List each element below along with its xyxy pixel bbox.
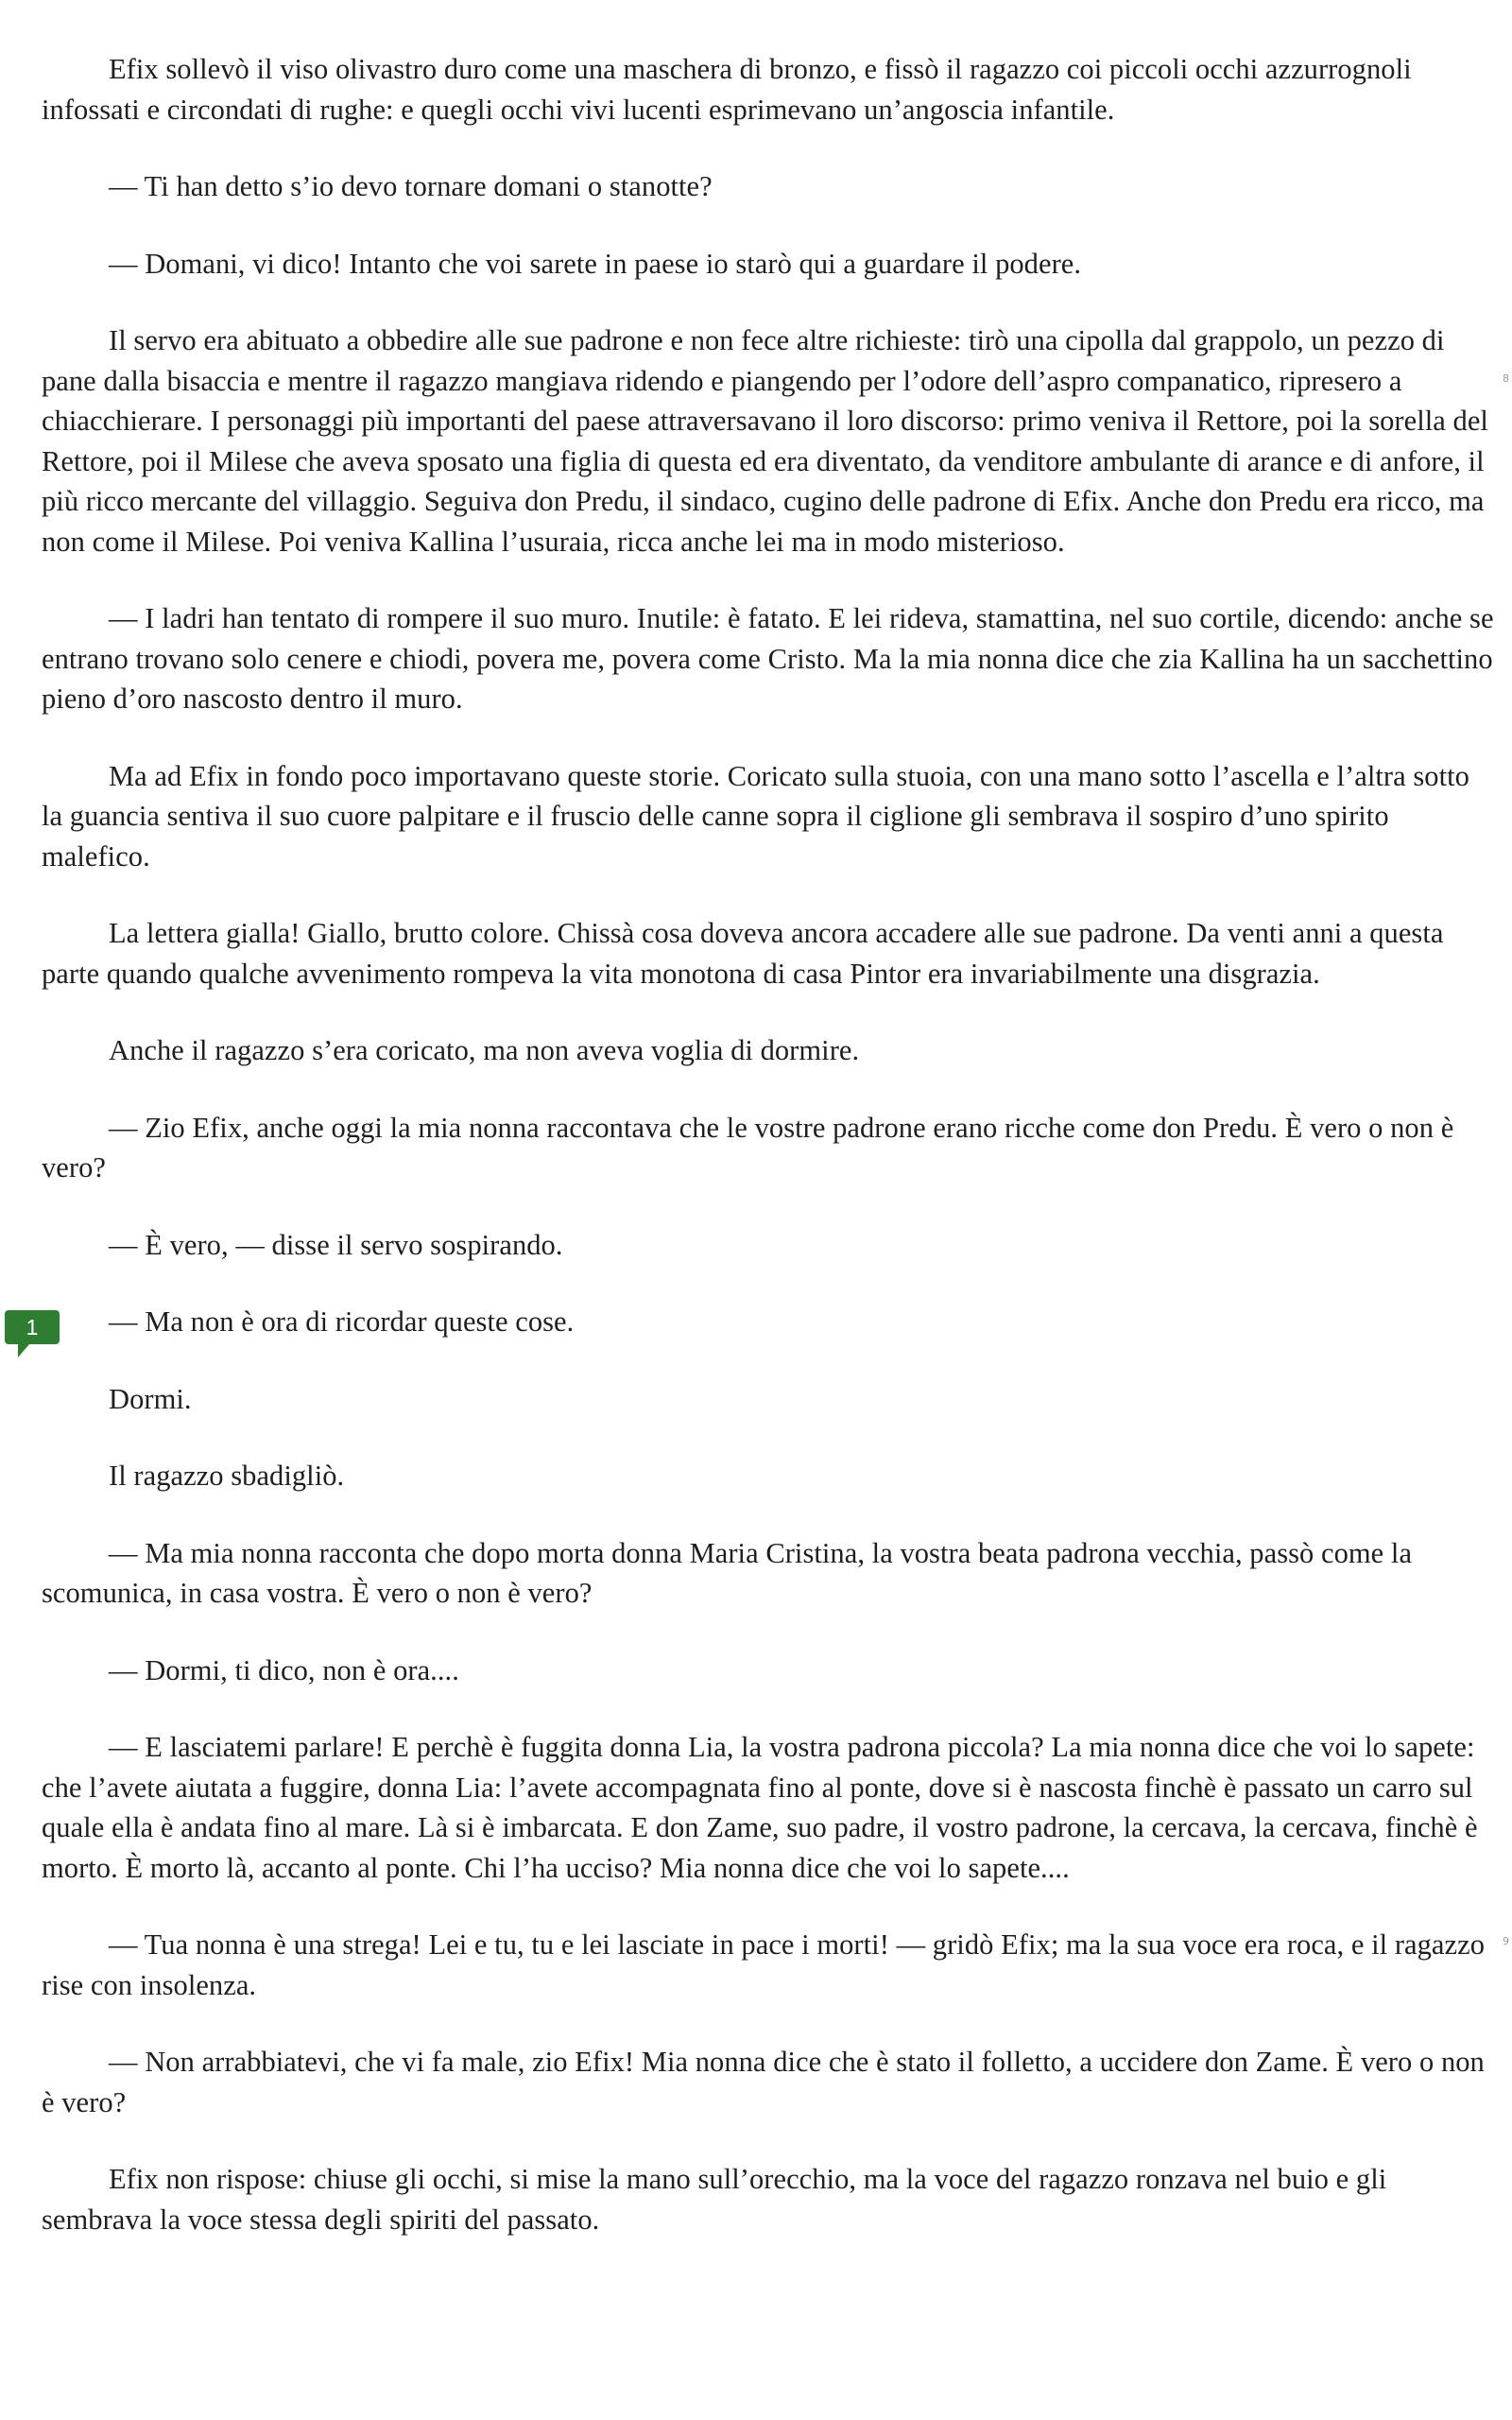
paragraph: — Non arrabbiatevi, che vi fa male, zio Efix! Mia nonna dice che è stato il folletto, a uccidere don Zame. È vero o non è vero?	[42, 2046, 1485, 2118]
comment-bubble-icon[interactable]	[5, 1310, 60, 1344]
paragraph: — Zio Efix, anche oggi la mia nonna raccontava che le vostre padrone erano ricche come don Predu. È vero o non è vero?	[42, 1111, 1454, 1184]
paragraph: — Ma non è ora di ricordar queste cose.	[109, 1305, 575, 1338]
paragraph: Il servo era abituato a obbedire alle sue padrone e non fece altre richieste: tirò una cipolla dal grappolo, un pezzo di pane dalla bisaccia e mentre il ragazzo mangiava ridendo e piangendo per l’odore dell’aspro companatico, ripresero a chiacchierare. I personaggi più importanti del paese attraversavano il loro discorso: primo veniva il Rettore, poi la sorella del Rettore, poi il Milese che aveva sposato una figlia di questa ed era diventato, da venditore ambulante di arance e di anfore, il più ricco mercante del villaggio. Seguiva don Predu, il sindaco, cugino delle padrone di Efix. Anche don Predu era ricco, ma non come il Milese. Poi veniva Kallina l’usuraia, ricca anche lei ma in modo misterioso.	[42, 324, 1488, 558]
paragraph: La lettera gialla! Giallo, brutto colore. Chissà cosa doveva ancora accadere alle sue padrone. Da venti anni a questa parte quando qualche avvenimento rompeva la vita monotona di casa Pintor era invariabilmente una disgrazia.	[42, 917, 1444, 990]
paragraph: — È vero, — disse il servo sospirando.	[109, 1228, 563, 1261]
paragraph: — Dormi, ti dico, non è ora....	[109, 1653, 459, 1686]
document-page	[42, 49, 1497, 2276]
paragraph: Ma ad Efix in fondo poco importavano queste storie. Coricato sulla stuoia, con una mano sotto l’ascella e l’altra sotto la guancia sentiva il suo cuore palpitare e il fruscio delle canne sopra il ciglione gli sembrava il sospiro d’uno spirito malefico.	[42, 759, 1469, 873]
paragraph: — Domani, vi dico! Intanto che voi sarete in paese io starò qui a guardare il podere.	[109, 247, 1082, 280]
paragraph: Il ragazzo sbadigliò.	[109, 1460, 345, 1492]
paragraph: — E lasciatemi parlare! E perchè è fuggita donna Lia, la vostra padrona piccola? La mia nonna dice che voi lo sapete: che l’avete aiutata a fuggire, donna Lia: l’avete accompagnata fino al ponte, dove si è nascosta finchè è passato un carro sul quale ella è andata fino al mare. Là si è imbarcata. E don Zame, suo padre, il vostro padrone, la cercava, la cercava, finchè è morto. È morto là, accanto al ponte. Chi l’ha ucciso? Mia nonna dice che voi lo sapete....	[42, 1731, 1478, 1884]
paragraph: Anche il ragazzo s’era coricato, ma non aveva voglia di dormire.	[109, 1034, 860, 1066]
paragraph: Efix sollevò il viso olivastro duro come una maschera di bronzo, e fissò il ragazzo coi piccoli occhi azzurrognoli infossati e circondati di rughe: e quegli occhi vivi lucenti esprimevano un’angoscia infantile.	[42, 53, 1412, 126]
page-marker: 9	[1503, 1935, 1509, 1947]
comment-count: 1	[26, 1315, 39, 1340]
paragraph: Dormi.	[109, 1382, 192, 1415]
page-marker: 8	[1503, 372, 1509, 385]
paragraph: — Ma mia nonna racconta che dopo morta donna Maria Cristina, la vostra beata padrona vecchia, passò come la scomunica, in casa vostra. È vero o non è vero?	[42, 1536, 1413, 1609]
paragraph: — I ladri han tentato di rompere il suo muro. Inutile: è fatato. E lei rideva, stamattina, nel suo cortile, dicendo: anche se entrano trovano solo cenere e chiodi, povera me, povera come Cristo. Ma la mia nonna dice che zia Kallina ha un sacchettino pieno d’oro nascosto dentro il muro.	[42, 602, 1494, 715]
paragraph: — Ti han detto s’io devo tornare domani o stanotte?	[109, 170, 713, 202]
paragraph: Efix non rispose: chiuse gli occhi, si mise la mano sull’orecchio, ma la voce del ragazzo ronzava nel buio e gli sembrava la voce stessa degli spiriti del passato.	[42, 2163, 1387, 2236]
paragraph: — Tua nonna è una strega! Lei e tu, tu e lei lasciate in pace i morti! — gridò Efix; ma la sua voce era roca, e il ragazzo rise con insolenza.	[42, 1928, 1485, 2001]
